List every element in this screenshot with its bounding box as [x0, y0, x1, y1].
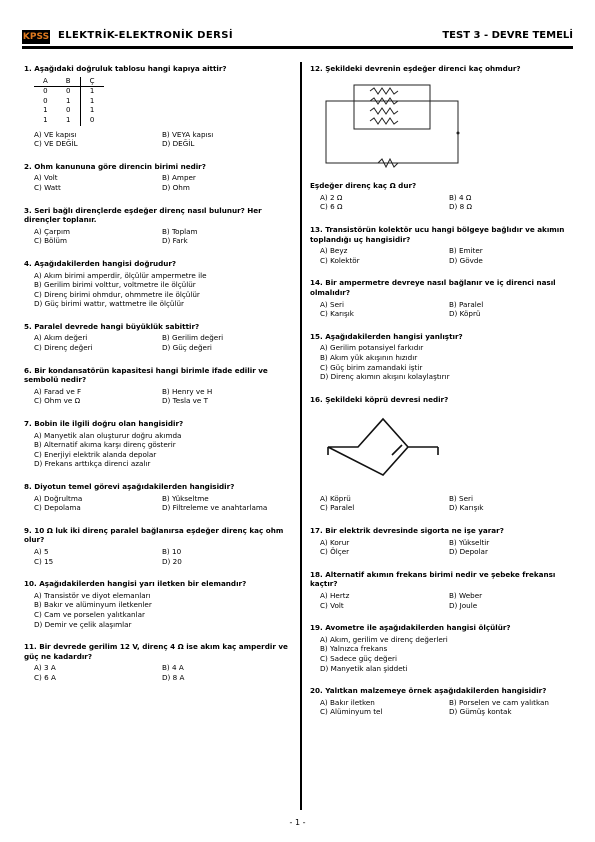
header-test-label: TEST 3 - DEVRE TEMELİ: [442, 30, 573, 41]
question-text: 12. Şekildeki devrenin eşdeğer direnci kaç ohmdur?: [310, 64, 521, 73]
question: [24, 64, 290, 149]
question-text: 10. Aşağıdakilerden hangisi yarı iletken bir elemandır?: [24, 579, 247, 589]
question-text: 11. Bir devrede gerilim 12 V, direnç 4 Ω ise akım kaç amperdir ve güç ne kadardır?: [24, 642, 288, 661]
truth-table-cell: 1: [89, 96, 95, 105]
question: [310, 570, 578, 610]
answer-option[interactable]: C) Güç birim zamandaki iştir: [320, 362, 423, 372]
answer-option[interactable]: C) Depolama: [34, 503, 81, 513]
answer-options: [320, 698, 578, 717]
answer-option[interactable]: C) Direnç değeri: [34, 343, 93, 353]
question-text: 17. Bir elektrik devresinde sigorta ne işe yarar?: [310, 526, 504, 536]
answer-option[interactable]: B) Gerilim değeri: [162, 333, 224, 343]
page-header: [22, 24, 573, 48]
answer-option[interactable]: B) Henry ve H: [162, 386, 213, 396]
answer-option[interactable]: A) 5: [34, 546, 49, 556]
answer-option[interactable]: A) Gerilim potansiyel farkıdır: [320, 343, 424, 353]
question-text: 19. Avometre ile aşağıdakilerden hangisi ölçülür?: [310, 623, 511, 633]
page-number: - 1 -: [289, 818, 306, 827]
question: [24, 162, 290, 193]
answer-option[interactable]: C) VE DEĞİL: [34, 139, 78, 149]
question-text: 9. 10 Ω luk iki direnç paralel bağlanırsa eşdeğer direnç kaç ohm olur?: [24, 525, 284, 545]
truth-table-cell: 1: [43, 115, 48, 124]
answer-options: [34, 431, 290, 469]
truth-table-cell: 1: [89, 87, 95, 96]
answer-option[interactable]: B) Akım yük akışının hızıdır: [320, 352, 418, 362]
answer-option[interactable]: D) Köprü: [449, 309, 481, 319]
question: [310, 64, 578, 212]
answer-options: [34, 130, 290, 149]
truth-table-cell: 0: [43, 96, 48, 105]
question-text: 6. Bir kondansatörün kapasitesi hangi birimle ifade edilir ve sembolü nedir?: [24, 365, 268, 385]
answer-option[interactable]: D) DEĞİL: [162, 139, 195, 149]
answer-option[interactable]: C) Watt: [34, 182, 61, 192]
question: [24, 206, 290, 246]
question: [24, 526, 290, 566]
answer-option[interactable]: B) 4 A: [162, 663, 184, 673]
answer-option[interactable]: C) 6 A: [34, 672, 56, 682]
answer-options: [320, 635, 578, 673]
answer-option[interactable]: D) Güç değeri: [162, 343, 212, 353]
answer-option[interactable]: B) Gerilim birimi volttur, voltmetre ile ölçülür: [34, 280, 196, 290]
answer-option[interactable]: B) Seri: [449, 493, 473, 503]
question: [310, 332, 578, 382]
answer-option[interactable]: D) 20: [162, 556, 182, 566]
answer-option[interactable]: B) Weber: [449, 591, 483, 601]
answer-option[interactable]: D) Frekans arttıkça direnci azalır: [34, 459, 151, 469]
answer-option[interactable]: A) Farad ve F: [34, 386, 82, 396]
header-title: ELEKTRİK-ELEKTRONİK DERSİ: [58, 30, 233, 41]
answer-option[interactable]: C) Karışık: [320, 309, 354, 319]
answer-option[interactable]: C) Ölçer: [320, 547, 350, 557]
answer-option[interactable]: B) Yükseltme: [162, 493, 209, 503]
answer-option[interactable]: A) Beyz: [320, 246, 348, 256]
answer-options: [34, 591, 290, 629]
question: [24, 642, 290, 682]
question: [310, 526, 578, 557]
answer-option[interactable]: B) VEYA kapısı: [162, 129, 214, 139]
answer-option[interactable]: D) Demir ve çelik alaşımlar: [34, 619, 132, 629]
answer-option[interactable]: C) Enerjiyi elektrik alanda depolar: [34, 449, 157, 459]
answer-option[interactable]: B) Porselen ve cam yalıtkan: [449, 697, 549, 707]
answer-option[interactable]: A) Akım değeri: [34, 333, 88, 343]
truth-table-cell: 0: [43, 87, 48, 96]
answer-option[interactable]: D) Güç birimi wattır, wattmetre ile ölçülür: [34, 299, 184, 309]
answer-option[interactable]: D) Manyetik alan şiddeti: [320, 663, 408, 673]
answer-option[interactable]: A) Volt: [34, 173, 58, 183]
answer-option[interactable]: D) Joule: [449, 600, 478, 610]
answer-option[interactable]: D) Karışık: [449, 503, 484, 513]
answer-option[interactable]: B) Yalnızca frekans: [320, 644, 388, 654]
question-text: 15. Aşağıdakilerden hangisi yanlıştır?: [310, 331, 463, 341]
answer-option[interactable]: A) 3 A: [34, 663, 56, 673]
answer-option[interactable]: C) Kolektör: [320, 255, 360, 265]
answer-option[interactable]: D) Direnç akımın akışını kolaylaştırır: [320, 372, 450, 382]
header-rule: [22, 46, 573, 49]
answer-options: [320, 246, 578, 265]
question: [310, 395, 578, 513]
question-text: 1. Aşağıdaki doğruluk tablosu hangi kapıya aittir?: [24, 64, 227, 73]
question-figure: [318, 407, 578, 490]
bridge-circuit-figure: [318, 407, 448, 487]
answer-options: [320, 343, 578, 381]
question-text: 18. Alternatif akımın frekans birimi nedir ve şebeke frekansı kaçtır?: [310, 569, 556, 589]
publisher-logo: KPSS: [22, 32, 50, 42]
question-text: 3. Seri bağlı dirençlerde eşdeğer direnç nasıl bulunur? Her dirençler toplanır.: [24, 205, 262, 225]
right-column: [310, 64, 578, 730]
question: [24, 322, 290, 353]
truth-table-cell: 0: [57, 87, 80, 97]
answer-option[interactable]: B) Paralel: [449, 299, 484, 309]
answer-option[interactable]: D) Fark: [162, 236, 188, 246]
answer-option[interactable]: C) 6 Ω: [320, 202, 343, 212]
answer-option[interactable]: D) 8 Ω: [449, 202, 472, 212]
resistor-network-figure: [318, 77, 468, 175]
answer-option[interactable]: A) Köprü: [320, 493, 351, 503]
truth-table-cell: 1: [43, 106, 48, 115]
column-divider: [300, 62, 302, 810]
answer-options: [34, 173, 290, 192]
question: [24, 259, 290, 309]
truth-table-header: A: [34, 77, 57, 87]
answer-options: [320, 494, 578, 513]
answer-option[interactable]: D) Gümüş kontak: [449, 707, 512, 717]
question-text: 13. Transistörün kolektör ucu hangi bölgeye bağlıdır ve akımın toplandığı uç hangisidir?: [310, 224, 565, 244]
answer-option[interactable]: B) 4 Ω: [449, 192, 472, 202]
answer-option[interactable]: D) 8 A: [162, 672, 185, 682]
question: [310, 686, 578, 717]
question: [24, 482, 290, 513]
truth-table-cell: 1: [89, 106, 95, 115]
answer-option[interactable]: D) Tesla ve T: [162, 396, 208, 406]
answer-option[interactable]: C) Paralel: [320, 503, 355, 513]
question: [310, 278, 578, 318]
truth-table-header: Ç: [80, 77, 103, 87]
question-text: 4. Aşağıdakilerden hangisi doğrudur?: [24, 258, 177, 268]
answer-options: [320, 538, 578, 557]
question-subtext: Eşdeğer direnç kaç Ω dur?: [310, 181, 417, 191]
truth-table-header: B: [57, 77, 80, 87]
question-text: 7. Bobin ile ilgili doğru olan hangisidir?: [24, 419, 184, 429]
question-text: 2. Ohm kanununa göre direncin birimi nedir?: [24, 161, 206, 171]
answer-option[interactable]: C) Sadece güç değeri: [320, 654, 397, 663]
answer-option[interactable]: A) Akım birimi amperdir, ölçülür ampermetre ile: [34, 270, 207, 280]
answer-options: [34, 387, 290, 406]
question-text: 16. Şekildeki köprü devresi nedir?: [310, 394, 449, 404]
question-text: 8. Diyotun temel görevi aşağıdakilerden hangisidir?: [24, 482, 235, 491]
answer-options: [320, 591, 578, 610]
answer-options: [34, 227, 290, 246]
answer-option[interactable]: A) Korur: [320, 537, 350, 547]
answer-option[interactable]: A) Akım, gerilim ve direnç değerleri: [320, 634, 448, 644]
answer-option[interactable]: D) Depolar: [449, 547, 488, 557]
answer-option[interactable]: B) 10: [162, 546, 182, 556]
answer-option[interactable]: B) Yükseltir: [449, 537, 490, 547]
answer-option[interactable]: C) Direnç birimi ohmdur, ohmmetre ile ölçülür: [34, 289, 200, 299]
answer-option[interactable]: B) Emiter: [449, 246, 483, 256]
answer-option[interactable]: A) Hertz: [320, 591, 350, 601]
answer-option[interactable]: A) Transistör ve diyot elemanları: [34, 590, 151, 600]
answer-option[interactable]: C) Alüminyum tel: [320, 707, 383, 717]
answer-options: [34, 494, 290, 513]
answer-option[interactable]: A) Manyetik alan oluşturur doğru akımda: [34, 430, 182, 440]
answer-option[interactable]: D) Filtreleme ve anahtarlama: [162, 503, 268, 513]
answer-option[interactable]: C) 15: [34, 556, 54, 566]
answer-options: [320, 300, 578, 319]
question-figure: [318, 77, 578, 178]
answer-option[interactable]: C) Bölüm: [34, 236, 67, 246]
answer-option[interactable]: A) Doğrultma: [34, 493, 83, 503]
answer-options: [320, 193, 578, 212]
answer-option[interactable]: C) Ohm ve Ω: [34, 396, 81, 406]
truth-table-cell: 1: [57, 97, 80, 107]
answer-option[interactable]: A) Seri: [320, 299, 344, 309]
answer-option[interactable]: B) Toplam: [162, 226, 198, 236]
answer-option[interactable]: D) Ohm: [162, 182, 190, 192]
answer-option[interactable]: B) Amper: [162, 173, 196, 183]
answer-option[interactable]: A) Çarpım: [34, 226, 70, 236]
answer-options: [34, 333, 290, 352]
question-text: 20. Yalıtkan malzemeye örnek aşağıdakilerden hangisidir?: [310, 686, 547, 696]
truth-table-cell: 1: [57, 116, 80, 126]
answer-options: [34, 271, 290, 309]
answer-options: [34, 663, 290, 682]
question-text: 5. Paralel devrede hangi büyüklük sabittir?: [24, 321, 200, 331]
question: [310, 225, 578, 265]
question: [24, 419, 290, 469]
answer-options: [34, 547, 290, 566]
answer-option[interactable]: B) Bakır ve alüminyum iletkenler: [34, 600, 152, 610]
left-column: [24, 64, 290, 696]
truth-table: [34, 77, 104, 126]
answer-option[interactable]: A) Bakır iletken: [320, 697, 375, 707]
question: [24, 579, 290, 629]
question: [24, 366, 290, 406]
truth-table-cell: 0: [89, 115, 95, 124]
answer-option[interactable]: B) Alternatif akıma karşı direnç gösterir: [34, 440, 176, 450]
answer-option[interactable]: D) Gövde: [449, 255, 483, 265]
answer-option[interactable]: C) Volt: [320, 600, 344, 610]
question-text: 14. Bir ampermetre devreye nasıl bağlanır ve iç direnci nasıl olmalıdır?: [310, 278, 556, 297]
answer-option[interactable]: A) 2 Ω: [320, 192, 343, 202]
truth-table-cell: 0: [57, 106, 80, 116]
answer-option[interactable]: A) VE kapısı: [34, 129, 77, 139]
question: [310, 623, 578, 673]
answer-option[interactable]: C) Cam ve porselen yalıtkanlar: [34, 609, 145, 619]
